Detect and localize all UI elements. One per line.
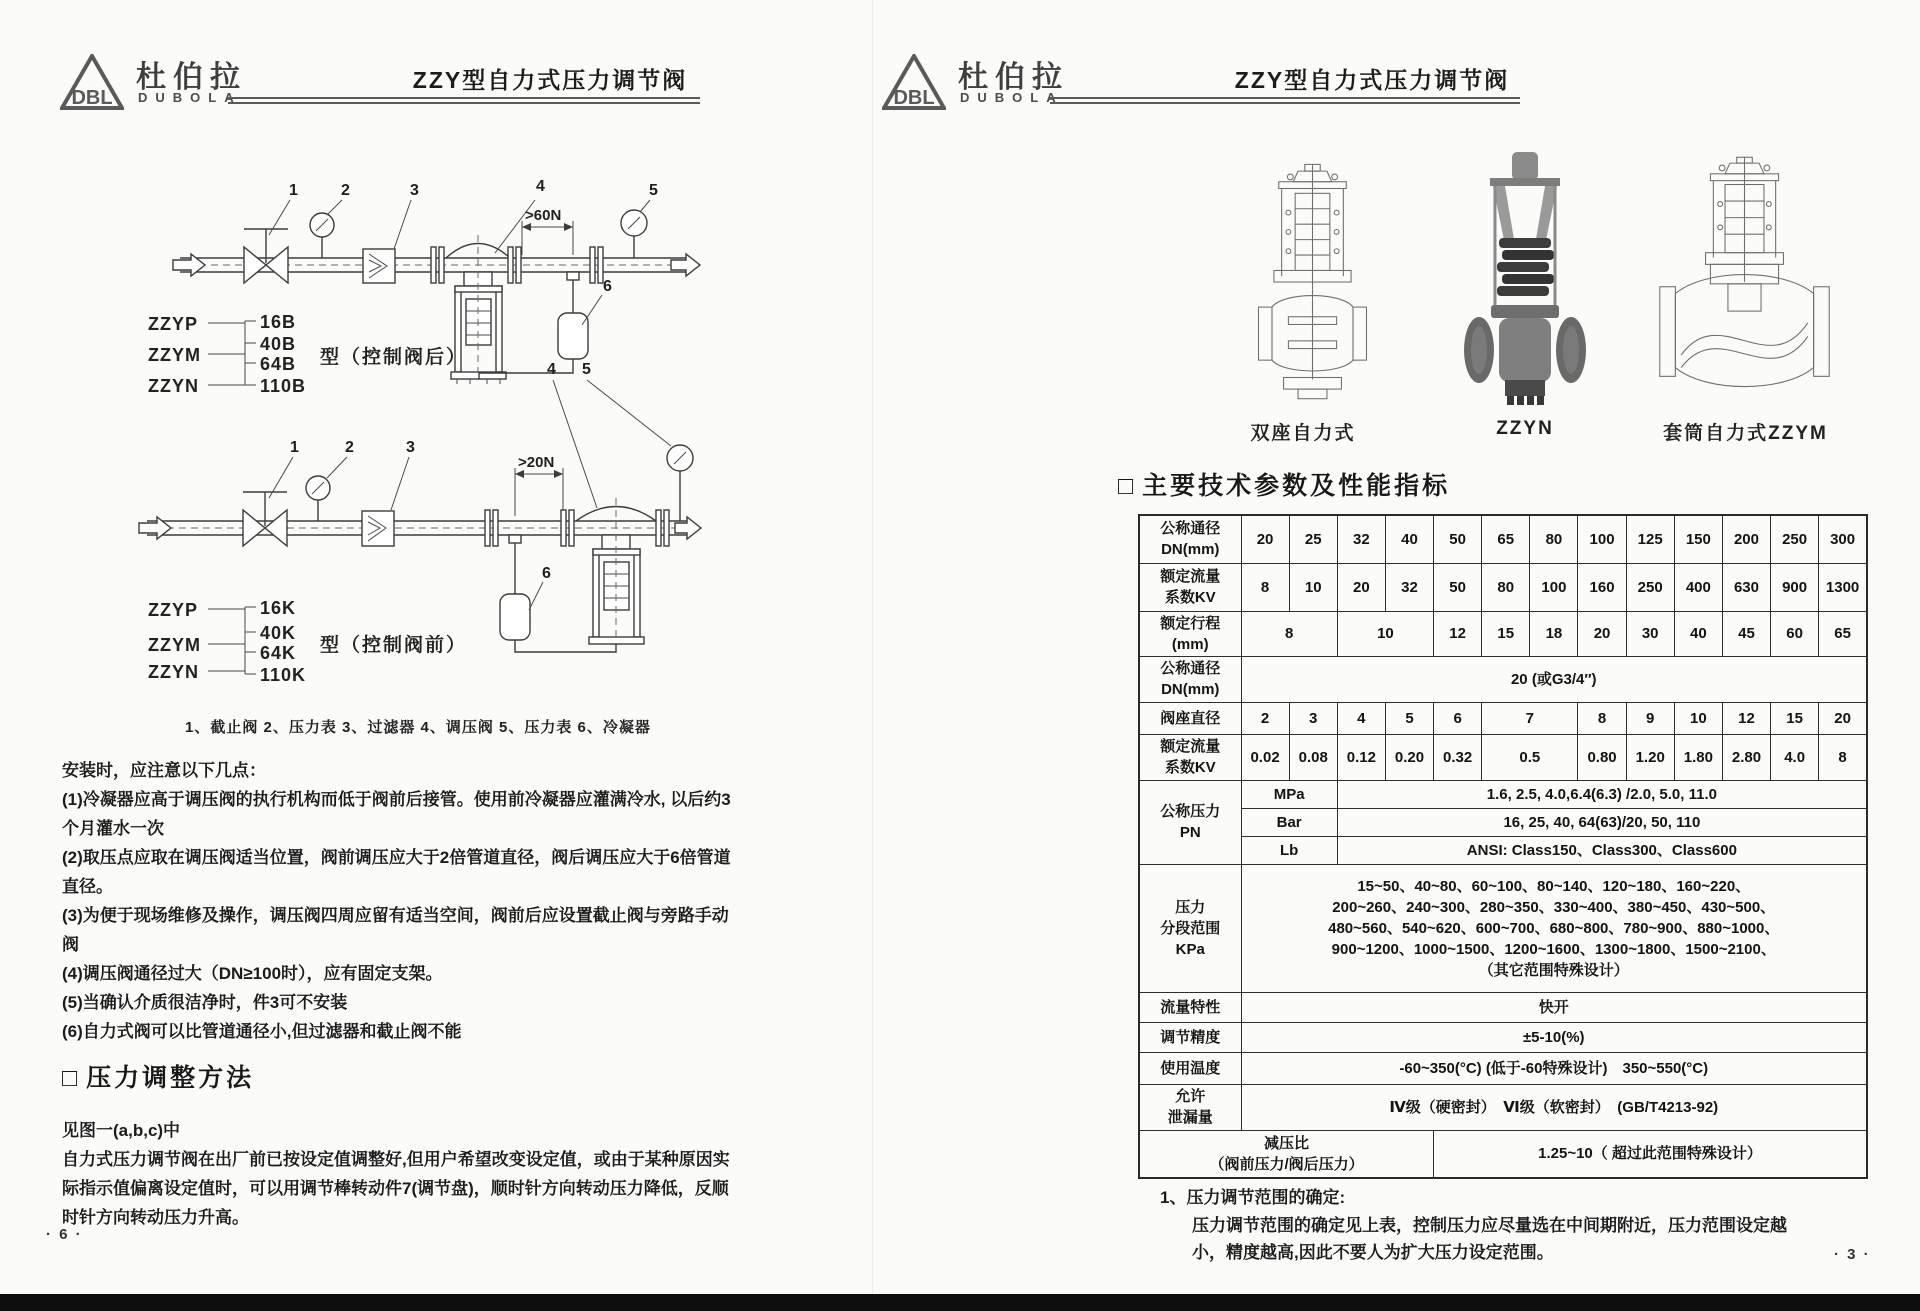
spec-row	[1139, 611, 1867, 656]
spec-value-cell: 8	[1241, 611, 1337, 656]
spec-value-cell: ANSI: Class150、Class300、Class600	[1337, 836, 1867, 864]
spec-value-cell: 16, 25, 40, 64(63)/20, 50, 110	[1337, 808, 1867, 836]
page-title-left: ZZY型自力式压力调节阀	[412, 67, 688, 93]
spec-value-cell: 300	[1819, 515, 1867, 563]
spec-value-cell: 20 (或G3/4″)	[1241, 656, 1867, 702]
brand-logo-triangle-icon	[60, 54, 124, 110]
spec-value-cell: Bar	[1241, 808, 1337, 836]
pressure-gauge-symbol	[621, 210, 647, 258]
spec-row	[1139, 836, 1867, 864]
method-body: 自力式压力调节阀在出厂前已按设定值调整好,但用户希望改变设定值，或由于某种原因实际指示值偏离设定值时，可以用调节棒转动件7(调节盘)，顺时针方向转动压力降低，反顺时针方向转动压力升高。	[62, 1150, 730, 1227]
model-name: ZZYP	[148, 600, 199, 620]
model-name: ZZYN	[148, 662, 199, 682]
model-rating: 64K	[260, 643, 297, 663]
spec-value-cell: 1.25~10（ 超过此范围特殊设计）	[1434, 1130, 1867, 1178]
spec-label-cell: 公称通径 DN(mm)	[1139, 656, 1241, 702]
spec-value-cell: 65	[1819, 611, 1867, 656]
spec-value-cell: 1300	[1819, 563, 1867, 611]
model-name: ZZYN	[148, 376, 199, 396]
spec-value-cell: 20	[1578, 611, 1626, 656]
callout-5: 5	[649, 182, 658, 199]
spec-value-cell: 15~50、40~80、60~100、80~140、120~180、160~220、 200~260、240~300、280~350、330~400、380~450、430~500、 480~560、540~620、600~700、680~800、780~900、880~1000、 900~1200、1000~1500、1200~1600、1300~1800、1500~2100、 （其它范围特殊设计）	[1241, 864, 1867, 992]
spec-row	[1139, 992, 1867, 1022]
spec-label-cell: 允许 泄漏量	[1139, 1084, 1241, 1130]
spec-value-cell: 20	[1819, 702, 1867, 734]
spec-value-cell: 32	[1337, 515, 1385, 563]
brand-name-en: DUBOLA	[138, 90, 242, 105]
spec-value-cell: 125	[1626, 515, 1674, 563]
model-rating: 40B	[260, 334, 297, 354]
spec-value-cell: ±5-10(%)	[1241, 1022, 1867, 1052]
spec-value-cell: 250	[1626, 563, 1674, 611]
spec-label-cell: 额定行程 (mm)	[1139, 611, 1241, 656]
callout-5: 5	[582, 361, 591, 378]
section-title-text: 压力调整方法	[86, 1064, 255, 1092]
spec-value-cell: 630	[1722, 563, 1770, 611]
spec-row	[1139, 780, 1867, 808]
page-gutter-line	[872, 0, 873, 1294]
spec-value-cell: 7	[1482, 702, 1578, 734]
spec-value-cell: 12	[1722, 702, 1770, 734]
specs-table-body	[1139, 515, 1867, 1178]
spec-label-cell: 额定流量 系数KV	[1139, 734, 1241, 780]
spec-value-cell: 4.0	[1771, 734, 1819, 780]
installation-note-item: (1)冷凝器应高于调压阀的执行机构而低于阀前后接管。使用前冷凝器应灌满冷水, 以后约3个月灌水一次	[62, 790, 731, 838]
spec-label-cell: 公称压力 PN	[1139, 780, 1241, 864]
spec-value-cell: 150	[1674, 515, 1722, 563]
spec-value-cell: 250	[1771, 515, 1819, 563]
spec-value-cell: Lb	[1241, 836, 1337, 864]
spec-row	[1139, 1052, 1867, 1084]
callout-1: 1	[290, 439, 299, 456]
spec-row	[1139, 734, 1867, 780]
stop-valve-symbol	[244, 229, 288, 283]
brand-logo-triangle-icon	[882, 54, 946, 110]
spec-value-cell: 20	[1241, 515, 1289, 563]
section-title-specs	[1118, 466, 1450, 502]
model-name: ZZYM	[148, 635, 201, 655]
type-note-after-valve: 型（控制阀后）	[320, 347, 468, 368]
scan-edge-bar	[0, 1294, 1920, 1311]
dimension-label: >20N	[518, 454, 555, 471]
header-rule	[228, 97, 700, 104]
note-line: 压力调节范围的确定见上表，控制压力应尽量选在中间期附近，压力范围设定越	[1192, 1216, 1787, 1235]
figure-caption-sleeve: 套筒自力式ZZYM	[1663, 423, 1828, 444]
filter-symbol	[362, 511, 394, 546]
spec-value-cell: 2	[1241, 702, 1289, 734]
flow-outlet-arrow	[671, 254, 700, 276]
pressure-gauge-symbol	[306, 476, 330, 521]
section-title-pressure-adjust	[62, 1058, 254, 1094]
note-title: 1、压力调节范围的确定:	[1160, 1188, 1346, 1207]
spec-value-cell: 2.80	[1722, 734, 1770, 780]
callout-2: 2	[341, 182, 350, 199]
figure-sleeve-type-drawing	[1652, 152, 1837, 404]
spec-value-cell: 5	[1385, 702, 1433, 734]
spec-value-cell: 50	[1434, 515, 1482, 563]
spec-label-cell: 流量特性	[1139, 992, 1241, 1022]
flow-inlet-arrow	[173, 254, 205, 276]
section-square-marker: □	[62, 1064, 81, 1092]
spec-value-cell: 400	[1674, 563, 1722, 611]
specs-table	[1138, 514, 1868, 1179]
spec-value-cell: 65	[1482, 515, 1530, 563]
spec-value-cell: 10	[1674, 702, 1722, 734]
spec-value-cell: 100	[1578, 515, 1626, 563]
spec-value-cell: 0.08	[1289, 734, 1337, 780]
brand-mark: DBL	[893, 87, 935, 109]
spec-value-cell: 8	[1819, 734, 1867, 780]
spec-value-cell: 30	[1626, 611, 1674, 656]
spec-value-cell: 25	[1289, 515, 1337, 563]
section-title-text: 主要技术参数及性能指标	[1142, 472, 1451, 500]
spec-label-cell: 调节精度	[1139, 1022, 1241, 1052]
flow-outlet-arrow	[675, 517, 701, 539]
pressure-gauge-symbol	[667, 445, 693, 521]
spec-label-cell: 减压比 （阀前压力/阀后压力）	[1139, 1130, 1434, 1178]
callout-2: 2	[345, 439, 354, 456]
page-number-right: · 3 ·	[1834, 1246, 1871, 1263]
spec-value-cell: 20	[1337, 563, 1385, 611]
diagram-legend-caption: 1、截止阀 2、压力表 3、过滤器 4、调压阀 5、压力表 6、冷凝器	[185, 719, 651, 736]
installation-note-item: (3)为便于现场维修及操作，调压阀四周应留有适当空间，阀前后应设置截止阀与旁路手动阀	[62, 906, 729, 954]
callout-3: 3	[406, 439, 415, 456]
callout-6: 6	[542, 565, 551, 582]
figure-caption-double-seat: 双座自力式	[1250, 423, 1356, 444]
spec-value-cell: 60	[1771, 611, 1819, 656]
filter-symbol	[363, 249, 395, 283]
installation-note-item: (5)当确认介质很洁净时，件3可不安装	[62, 993, 348, 1012]
model-rating: 110B	[260, 376, 307, 396]
model-rating: 110K	[260, 665, 307, 685]
type-note-before-valve: 型（控制阀前）	[320, 635, 468, 656]
callout-3: 3	[410, 182, 419, 199]
installation-notes	[62, 756, 732, 1046]
spec-value-cell: -60~350(°C) (低于-60特殊设计) 350~550(°C)	[1241, 1052, 1867, 1084]
model-rating: 64B	[260, 354, 297, 374]
stop-valve-symbol	[243, 492, 287, 546]
installation-note-item: (6)自力式阀可以比管道通径小,但过滤器和截止阀不能	[62, 1022, 462, 1041]
spec-row	[1139, 808, 1867, 836]
flow-inlet-arrow	[139, 517, 171, 539]
callout-4: 4	[547, 361, 556, 378]
method-intro: 见图一(a,b,c)中	[62, 1121, 181, 1140]
installation-notes-title: 安装时，应注意以下几点：	[62, 761, 266, 780]
model-rating: 40K	[260, 623, 297, 643]
dimension-20n	[515, 454, 563, 516]
spec-value-cell: 15	[1771, 702, 1819, 734]
spec-value-cell: 18	[1530, 611, 1578, 656]
regulator-valve-symbol	[561, 498, 669, 644]
page-number-left: · 6 ·	[46, 1226, 83, 1243]
brand-name-zh: 杜伯拉	[136, 61, 247, 94]
spec-label-cell: 公称通径 DN(mm)	[1139, 515, 1241, 563]
model-rating: 16B	[260, 312, 297, 332]
spec-value-cell: 8	[1241, 563, 1289, 611]
spec-value-cell: MPa	[1241, 780, 1337, 808]
spec-value-cell: 0.02	[1241, 734, 1289, 780]
spec-value-cell: 32	[1385, 563, 1433, 611]
spec-label-cell: 阀座直径	[1139, 702, 1241, 734]
model-name: ZZYP	[148, 314, 199, 334]
brand-name-en: DUBOLA	[960, 90, 1064, 105]
spec-row	[1139, 563, 1867, 611]
spec-value-cell: 100	[1530, 563, 1578, 611]
spec-label-cell: 额定流量 系数KV	[1139, 563, 1241, 611]
spec-value-cell: 15	[1482, 611, 1530, 656]
spec-row	[1139, 515, 1867, 563]
installation-note-item: (2)取压点应取在调压阀适当位置，阀前调压应大于2倍管道直径，阀后调压应大于6倍管道直径。	[62, 848, 731, 896]
dimension-label: >60N	[525, 207, 562, 224]
header-rule	[1050, 97, 1520, 104]
figure-zzyn-photo	[1455, 150, 1595, 415]
figure-double-seat-drawing	[1245, 158, 1380, 408]
model-rating: 16K	[260, 598, 297, 618]
section-square-marker: □	[1118, 472, 1137, 500]
spec-value-cell: 40	[1674, 611, 1722, 656]
spec-value-cell: 80	[1482, 563, 1530, 611]
spec-value-cell: 160	[1578, 563, 1626, 611]
spec-value-cell: 80	[1530, 515, 1578, 563]
spec-value-cell: 3	[1289, 702, 1337, 734]
spec-value-cell: 1.20	[1626, 734, 1674, 780]
spec-value-cell: 45	[1722, 611, 1770, 656]
spec-label-cell: 压力 分段范围 KPa	[1139, 864, 1241, 992]
spec-row	[1139, 1022, 1867, 1052]
spec-row	[1139, 1084, 1867, 1130]
callout-4: 4	[536, 178, 545, 195]
pressure-gauge-symbol	[310, 213, 334, 258]
spec-value-cell: 1.6, 2.5, 4.0,6.4(6.3) /2.0, 5.0, 11.0	[1337, 780, 1867, 808]
figure-caption-zzyn: ZZYN	[1496, 418, 1554, 439]
spec-value-cell: 9	[1626, 702, 1674, 734]
spec-row	[1139, 702, 1867, 734]
spec-value-cell: 0.5	[1482, 734, 1578, 780]
brand-name-zh: 杜伯拉	[958, 61, 1069, 94]
spec-value-cell: 1.80	[1674, 734, 1722, 780]
spec-value-cell: 6	[1434, 702, 1482, 734]
spec-value-cell: 50	[1434, 563, 1482, 611]
brand-mark: DBL	[71, 87, 113, 109]
installation-note-item: (4)调压阀通径过大（DN≥100时），应有固定支架。	[62, 964, 443, 983]
callout-1: 1	[289, 182, 298, 199]
model-name: ZZYM	[148, 345, 201, 365]
spec-label-cell: 使用温度	[1139, 1052, 1241, 1084]
spec-value-cell: 8	[1578, 702, 1626, 734]
note-line: 小，精度越高,因此不要人为扩大压力设定范围。	[1192, 1243, 1554, 1262]
spec-value-cell: Ⅳ级（硬密封） Ⅵ级（软密封） (GB/T4213-92)	[1241, 1084, 1867, 1130]
spec-value-cell: 0.32	[1434, 734, 1482, 780]
spec-value-cell: 12	[1434, 611, 1482, 656]
spec-value-cell: 40	[1385, 515, 1433, 563]
spec-value-cell: 0.20	[1385, 734, 1433, 780]
spec-row	[1139, 1130, 1867, 1178]
callout-6: 6	[603, 278, 612, 295]
spec-value-cell: 10	[1337, 611, 1433, 656]
spec-value-cell: 4	[1337, 702, 1385, 734]
page-title-right: ZZY型自力式压力调节阀	[1234, 67, 1510, 93]
spec-row	[1139, 656, 1867, 702]
spec-value-cell: 0.12	[1337, 734, 1385, 780]
spec-value-cell: 0.80	[1578, 734, 1626, 780]
spec-row	[1139, 864, 1867, 992]
spec-value-cell: 900	[1771, 563, 1819, 611]
model-codes-block-before	[148, 596, 468, 691]
spec-value-cell: 10	[1289, 563, 1337, 611]
spec-value-cell: 200	[1722, 515, 1770, 563]
dimension-60n	[522, 207, 573, 255]
spec-value-cell: 快开	[1241, 992, 1867, 1022]
